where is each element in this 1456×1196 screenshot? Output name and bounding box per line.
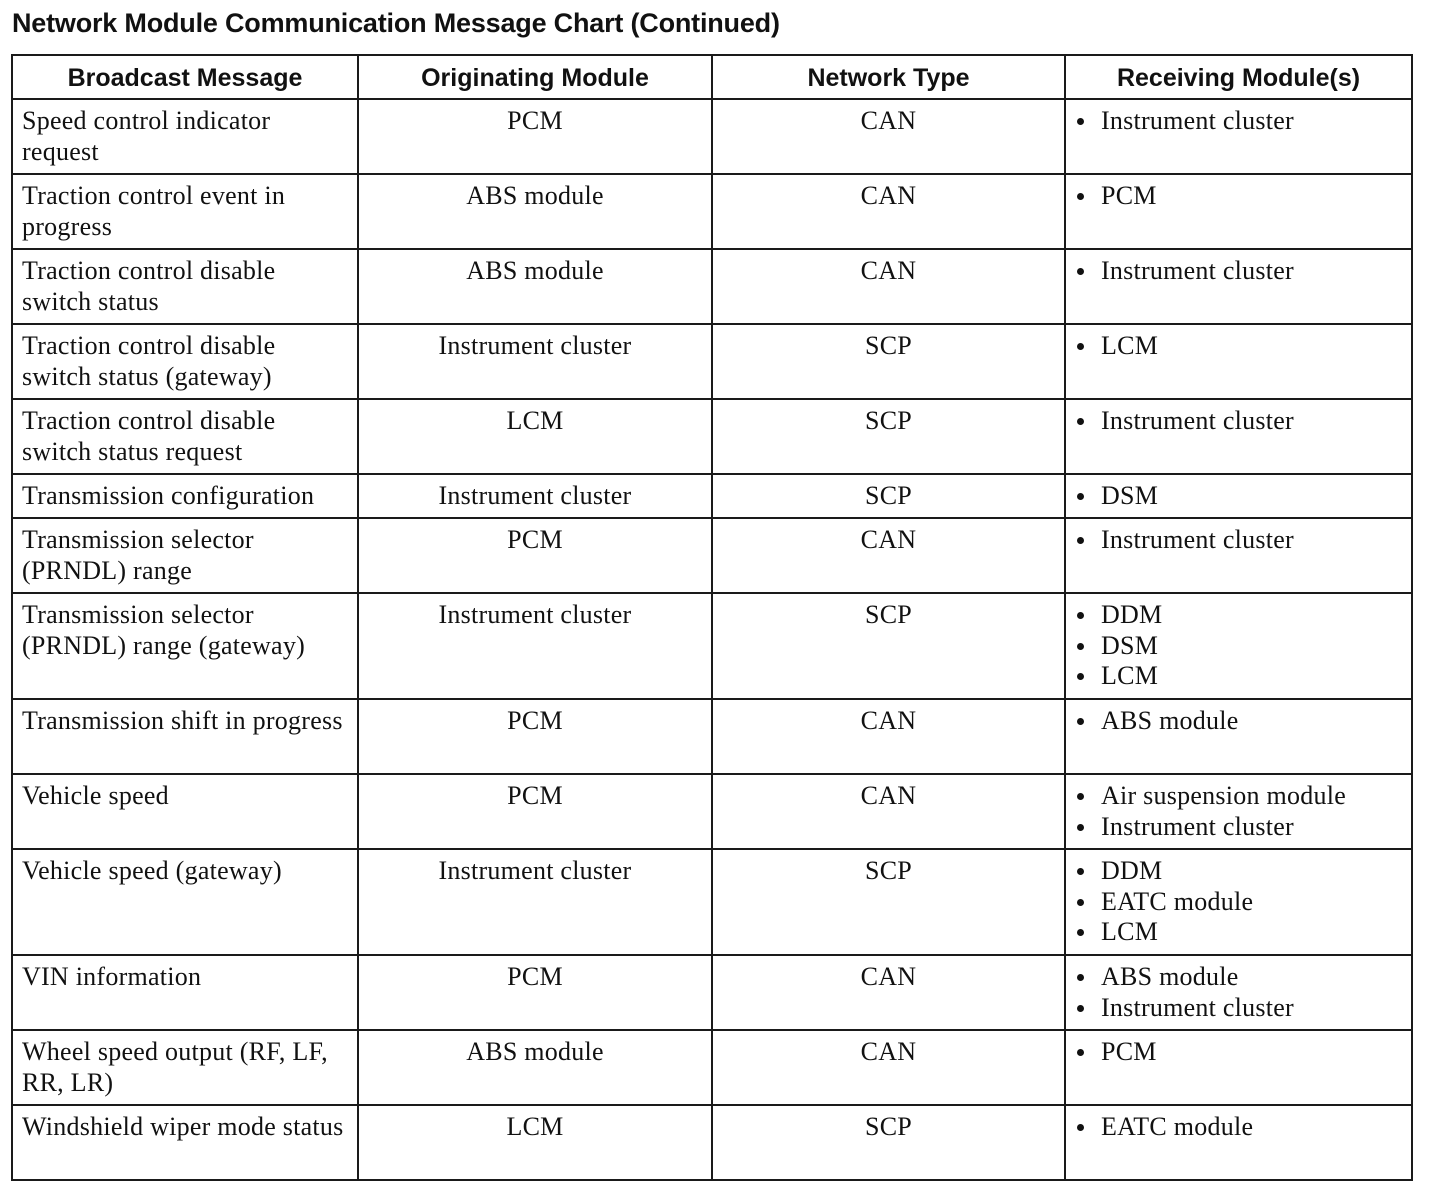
receiving-module-item: ABS module (1075, 962, 1402, 993)
column-header-receiving-modules: Receiving Module(s) (1065, 55, 1412, 99)
broadcast-message-cell: Traction control disable switch status (gateway) (12, 324, 358, 399)
broadcast-message-cell: Vehicle speed (gateway) (12, 849, 358, 955)
broadcast-message-cell: Traction control disable switch status (12, 249, 358, 324)
table-row (12, 399, 1412, 474)
receiving-modules-cell (1065, 174, 1412, 249)
broadcast-message-cell: Speed control indicator request (12, 99, 358, 174)
originating-module-cell: Instrument cluster (358, 324, 712, 399)
table-row (12, 474, 1412, 518)
receiving-module-item: Instrument cluster (1075, 256, 1402, 287)
network-type-cell: SCP (712, 1105, 1065, 1180)
table-row (12, 1030, 1412, 1105)
table-row (12, 249, 1412, 324)
receiving-module-item: LCM (1075, 917, 1402, 948)
broadcast-message-cell: VIN information (12, 955, 358, 1030)
broadcast-message-cell: Transmission configuration (12, 474, 358, 518)
originating-module-cell: Instrument cluster (358, 474, 712, 518)
receiving-modules-cell (1065, 518, 1412, 593)
broadcast-message-cell: Vehicle speed (12, 774, 358, 849)
receiving-modules-list (1075, 525, 1402, 556)
originating-module-cell: LCM (358, 399, 712, 474)
column-header-broadcast-message: Broadcast Message (12, 55, 358, 99)
originating-module-cell: PCM (358, 99, 712, 174)
receiving-module-item: DDM (1075, 600, 1402, 631)
receiving-module-item: Instrument cluster (1075, 406, 1402, 437)
originating-module-cell: ABS module (358, 249, 712, 324)
receiving-module-item: EATC module (1075, 887, 1402, 918)
header-row (12, 55, 1412, 99)
network-type-cell: CAN (712, 1030, 1065, 1105)
receiving-modules-list (1075, 1037, 1402, 1068)
network-type-cell: CAN (712, 699, 1065, 774)
receiving-modules-cell (1065, 249, 1412, 324)
originating-module-cell: Instrument cluster (358, 849, 712, 955)
network-type-cell: CAN (712, 518, 1065, 593)
receiving-module-item: Air suspension module (1075, 781, 1402, 812)
receiving-module-item: Instrument cluster (1075, 106, 1402, 137)
originating-module-cell: LCM (358, 1105, 712, 1180)
receiving-modules-list (1075, 181, 1402, 212)
network-type-cell: SCP (712, 474, 1065, 518)
receiving-modules-cell (1065, 849, 1412, 955)
column-header-network-type: Network Type (712, 55, 1065, 99)
receiving-module-item: DDM (1075, 856, 1402, 887)
receiving-modules-list (1075, 781, 1402, 842)
originating-module-cell: ABS module (358, 174, 712, 249)
receiving-module-item: EATC module (1075, 1112, 1402, 1143)
table-row (12, 699, 1412, 774)
broadcast-message-cell: Wheel speed output (RF, LF, RR, LR) (12, 1030, 358, 1105)
receiving-module-item: Instrument cluster (1075, 993, 1402, 1024)
receiving-modules-list (1075, 962, 1402, 1023)
receiving-modules-cell (1065, 474, 1412, 518)
network-type-cell: SCP (712, 399, 1065, 474)
network-type-cell: SCP (712, 593, 1065, 699)
table-row (12, 324, 1412, 399)
network-type-cell: CAN (712, 99, 1065, 174)
page-title: Network Module Communication Message Chart (Continued) (12, 8, 780, 38)
table-row (12, 849, 1412, 955)
broadcast-message-cell: Traction control disable switch status request (12, 399, 358, 474)
receiving-module-item: PCM (1075, 1037, 1402, 1068)
table-row (12, 955, 1412, 1030)
broadcast-message-cell: Transmission shift in progress (12, 699, 358, 774)
receiving-module-item: ABS module (1075, 706, 1402, 737)
receiving-modules-cell (1065, 699, 1412, 774)
table-row (12, 593, 1412, 699)
network-type-cell: CAN (712, 774, 1065, 849)
originating-module-cell: PCM (358, 955, 712, 1030)
originating-module-cell: PCM (358, 518, 712, 593)
receiving-modules-cell (1065, 324, 1412, 399)
originating-module-cell: PCM (358, 699, 712, 774)
receiving-modules-cell (1065, 955, 1412, 1030)
table-row (12, 1105, 1412, 1180)
receiving-module-item: LCM (1075, 331, 1402, 362)
network-type-cell: SCP (712, 849, 1065, 955)
broadcast-message-cell: Windshield wiper mode status (12, 1105, 358, 1180)
receiving-modules-list (1075, 706, 1402, 737)
broadcast-message-cell: Traction control event in progress (12, 174, 358, 249)
originating-module-cell: ABS module (358, 1030, 712, 1105)
receiving-modules-list (1075, 331, 1402, 362)
receiving-modules-cell (1065, 99, 1412, 174)
receiving-module-item: DSM (1075, 631, 1402, 662)
receiving-modules-list (1075, 406, 1402, 437)
receiving-module-item: LCM (1075, 661, 1402, 692)
receiving-modules-cell (1065, 1105, 1412, 1180)
receiving-module-item: PCM (1075, 181, 1402, 212)
network-type-cell: CAN (712, 249, 1065, 324)
receiving-modules-list (1075, 256, 1402, 287)
receiving-modules-cell (1065, 774, 1412, 849)
receiving-module-item: DSM (1075, 481, 1402, 512)
table-row (12, 774, 1412, 849)
receiving-modules-list (1075, 106, 1402, 137)
column-header-originating-module: Originating Module (358, 55, 712, 99)
receiving-modules-list (1075, 1112, 1402, 1143)
table-row (12, 518, 1412, 593)
network-type-cell: CAN (712, 955, 1065, 1030)
receiving-modules-cell (1065, 399, 1412, 474)
receiving-module-item: Instrument cluster (1075, 812, 1402, 843)
table-row (12, 99, 1412, 174)
table-row (12, 174, 1412, 249)
originating-module-cell: PCM (358, 774, 712, 849)
network-type-cell: SCP (712, 324, 1065, 399)
receiving-modules-cell (1065, 593, 1412, 699)
receiving-modules-list (1075, 856, 1402, 948)
receiving-module-item: Instrument cluster (1075, 525, 1402, 556)
originating-module-cell: Instrument cluster (358, 593, 712, 699)
broadcast-message-cell: Transmission selector (PRNDL) range (12, 518, 358, 593)
receiving-modules-list (1075, 481, 1402, 512)
receiving-modules-cell (1065, 1030, 1412, 1105)
message-chart-table (11, 54, 1413, 1181)
broadcast-message-cell: Transmission selector (PRNDL) range (gateway) (12, 593, 358, 699)
receiving-modules-list (1075, 600, 1402, 692)
network-type-cell: CAN (712, 174, 1065, 249)
